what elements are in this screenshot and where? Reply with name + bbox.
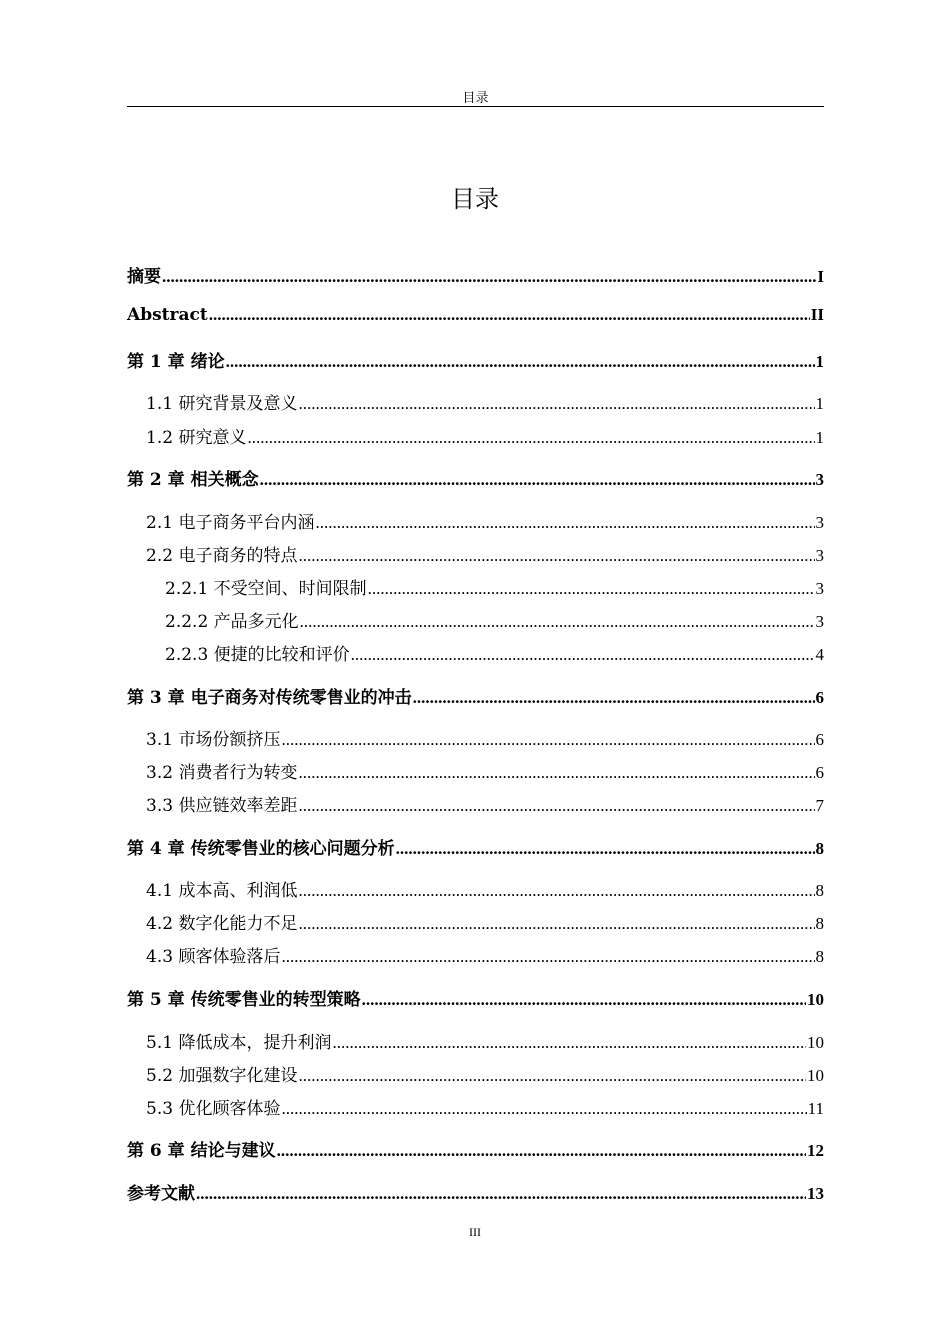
toc-entry-4-1[interactable] bbox=[146, 876, 824, 901]
toc-entry-3-1[interactable] bbox=[146, 725, 824, 750]
toc-entry-page: 1 bbox=[815, 428, 824, 447]
toc-entry-page: 6 bbox=[815, 730, 824, 749]
toc-entry-page: 1 bbox=[815, 352, 824, 371]
toc-entry-page: 1 bbox=[815, 394, 824, 413]
dot-leader bbox=[368, 579, 815, 599]
toc-entry-chapter-4[interactable] bbox=[127, 834, 824, 859]
dot-leader bbox=[209, 305, 810, 325]
toc-entry-page: 13 bbox=[807, 1184, 824, 1203]
dot-leader bbox=[396, 839, 815, 859]
toc-entry-page: 7 bbox=[815, 796, 824, 815]
toc-entry-1-1[interactable] bbox=[146, 389, 824, 414]
dot-leader bbox=[281, 730, 814, 750]
toc-entry-label: 5.2 加强数字化建设 bbox=[146, 1066, 298, 1086]
toc-entry-page: 8 bbox=[815, 839, 824, 858]
toc-entry-2-1[interactable] bbox=[146, 508, 824, 533]
toc-entry-label: 3.2 消费者行为转变 bbox=[146, 763, 298, 783]
toc-entry-label: 4.2 数字化能力不足 bbox=[146, 914, 298, 934]
toc-entry-label: 2.1 电子商务平台内涵 bbox=[146, 513, 315, 533]
dot-leader bbox=[315, 513, 814, 533]
toc-entry-label: 第 5 章 传统零售业的转型策略 bbox=[127, 990, 361, 1010]
dot-leader bbox=[260, 470, 815, 490]
toc-entry-abstract-en[interactable] bbox=[127, 305, 824, 325]
running-header: 目录 bbox=[462, 91, 489, 106]
toc-entry-chapter-1[interactable] bbox=[127, 347, 824, 372]
toc-entry-chapter-5[interactable] bbox=[127, 985, 824, 1010]
toc-entry-2-2[interactable] bbox=[146, 541, 824, 566]
toc-entry-label: 5.3 优化顾客体验 bbox=[146, 1099, 281, 1119]
toc-entry-references[interactable] bbox=[127, 1179, 824, 1204]
toc-entry-page: 11 bbox=[807, 1099, 824, 1118]
dot-leader bbox=[332, 1033, 806, 1053]
toc-entry-label: 3.3 供应链效率差距 bbox=[146, 796, 298, 816]
toc-entry-4-2[interactable] bbox=[146, 909, 824, 934]
dot-leader bbox=[277, 1141, 806, 1161]
toc-entry-3-3[interactable] bbox=[146, 791, 824, 816]
dot-leader bbox=[362, 990, 806, 1010]
toc-entry-page: 10 bbox=[807, 990, 824, 1009]
toc-entry-abstract-cn[interactable] bbox=[127, 262, 824, 287]
toc-entry-label: 2.2.2 产品多元化 bbox=[165, 612, 299, 632]
toc-entry-page: 3 bbox=[815, 579, 824, 598]
dot-leader bbox=[226, 352, 815, 372]
toc-entry-label: 第 4 章 传统零售业的核心问题分析 bbox=[127, 839, 395, 859]
dot-leader bbox=[413, 688, 815, 708]
toc-entry-label: 3.1 市场份额挤压 bbox=[146, 730, 281, 750]
toc-entry-label: 5.1 降低成本，提升利润 bbox=[146, 1033, 332, 1053]
dot-leader bbox=[298, 394, 814, 414]
dot-leader bbox=[298, 881, 814, 901]
toc-entry-label: 第 1 章 绪论 bbox=[127, 352, 225, 372]
toc-entry-label: 2.2 电子商务的特点 bbox=[146, 546, 298, 566]
toc-entry-2-2-2[interactable] bbox=[165, 607, 824, 632]
toc-entry-label: Abstract bbox=[127, 305, 208, 325]
dot-leader bbox=[300, 612, 815, 632]
toc-entry-page: 3 bbox=[815, 612, 824, 631]
toc-entry-page: 4 bbox=[815, 645, 824, 664]
toc-entry-5-2[interactable] bbox=[146, 1061, 824, 1086]
dot-leader bbox=[298, 763, 814, 783]
dot-leader bbox=[298, 546, 814, 566]
dot-leader bbox=[281, 947, 814, 967]
toc-entry-2-2-3[interactable] bbox=[165, 640, 824, 665]
toc-entry-label: 1.1 研究背景及意义 bbox=[146, 394, 298, 414]
toc-entry-page: 10 bbox=[807, 1066, 824, 1085]
toc-entry-page: 8 bbox=[815, 881, 824, 900]
header-rule bbox=[127, 106, 824, 107]
toc-entry-page: 6 bbox=[815, 688, 824, 707]
dot-leader bbox=[162, 267, 816, 287]
dot-leader bbox=[351, 645, 815, 665]
toc-entry-page: 3 bbox=[815, 546, 824, 565]
dot-leader bbox=[281, 1099, 806, 1119]
toc-entry-label: 摘要 bbox=[127, 267, 161, 287]
toc-entry-label: 4.3 顾客体验落后 bbox=[146, 947, 281, 967]
toc-entry-page: 8 bbox=[815, 914, 824, 933]
toc-entry-label: 第 3 章 电子商务对传统零售业的冲击 bbox=[127, 688, 412, 708]
page-number: III bbox=[469, 1225, 481, 1239]
toc-entry-chapter-3[interactable] bbox=[127, 683, 824, 708]
toc-entry-label: 4.1 成本高、利润低 bbox=[146, 881, 298, 901]
toc-entry-label: 2.2.3 便捷的比较和评价 bbox=[165, 645, 350, 665]
toc-title: 目录 bbox=[451, 185, 499, 213]
dot-leader bbox=[247, 428, 814, 448]
dot-leader bbox=[298, 914, 814, 934]
toc-entry-5-1[interactable] bbox=[146, 1028, 824, 1053]
dot-leader bbox=[196, 1184, 806, 1204]
toc-entry-page: II bbox=[810, 305, 824, 324]
toc-entry-2-2-1[interactable] bbox=[165, 574, 824, 599]
toc-entry-label: 第 2 章 相关概念 bbox=[127, 470, 259, 490]
toc-entry-page: 12 bbox=[807, 1141, 824, 1160]
toc-entry-label: 1.2 研究意义 bbox=[146, 428, 247, 448]
toc-entry-page: 10 bbox=[807, 1033, 824, 1052]
toc-entry-page: 3 bbox=[815, 513, 824, 532]
toc-entry-label: 第 6 章 结论与建议 bbox=[127, 1141, 276, 1161]
toc-entry-label: 2.2.1 不受空间、时间限制 bbox=[165, 579, 367, 599]
toc-entry-chapter-6[interactable] bbox=[127, 1136, 824, 1161]
toc-entry-3-2[interactable] bbox=[146, 758, 824, 783]
toc-entry-label: 参考文献 bbox=[127, 1184, 195, 1204]
toc-entry-page: 8 bbox=[815, 947, 824, 966]
toc-entry-page: 3 bbox=[815, 470, 824, 489]
toc-entry-page: I bbox=[817, 267, 824, 286]
toc-entry-page: 6 bbox=[815, 763, 824, 782]
toc-entry-5-3[interactable] bbox=[146, 1094, 824, 1119]
dot-leader bbox=[298, 1066, 806, 1086]
toc-entry-4-3[interactable] bbox=[146, 942, 824, 967]
toc-entry-1-2[interactable] bbox=[146, 423, 824, 448]
toc-entry-chapter-2[interactable] bbox=[127, 465, 824, 490]
dot-leader bbox=[298, 796, 814, 816]
